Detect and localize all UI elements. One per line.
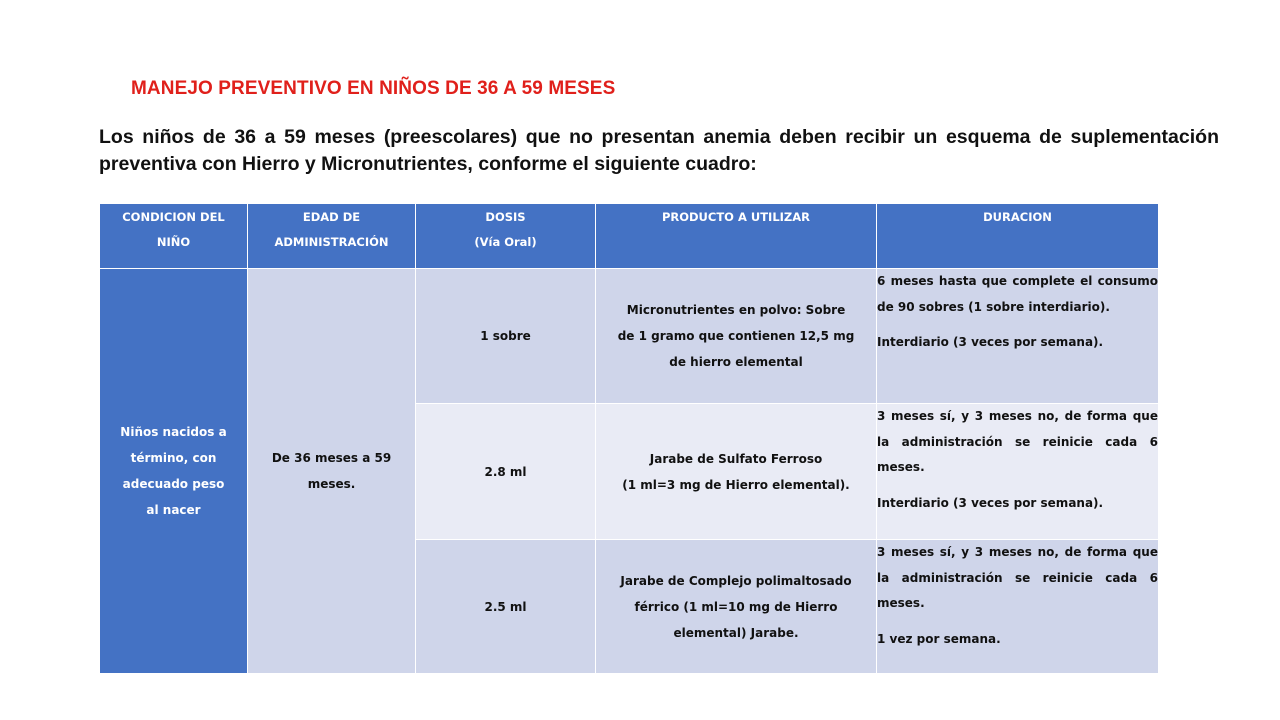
dose-cell: 2.5 ml xyxy=(416,540,596,674)
table-header-row xyxy=(100,204,1159,269)
product-cell: Jarabe de Complejo polimaltosado férrico (1 ml=10 mg de Hierro elemental) Jarabe. xyxy=(596,540,877,674)
duration-cell xyxy=(877,540,1159,674)
condition-cell: Niños nacidos a término, con adecuado peso al nacer xyxy=(100,269,248,674)
age-cell: De 36 meses a 59 meses. xyxy=(248,269,416,674)
duration-cell xyxy=(877,269,1159,404)
frequency-text: Interdiario (3 veces por semana). xyxy=(877,335,1104,349)
header-condition: CONDICION DEL NIÑO xyxy=(100,204,248,269)
header-dose: DOSIS (Vía Oral) xyxy=(416,204,596,269)
duration-text: 3 meses sí, y 3 meses no, de forma que la administración se reinicie cada 6 meses. xyxy=(877,545,1158,610)
intro-paragraph: Los niños de 36 a 59 meses (preescolares) que no presentan anemia deben recibir un esquema de suplementación preventiva con Hierro y Micronutrientes, conforme el siguiente cuadro: xyxy=(99,126,1219,175)
header-product: PRODUCTO A UTILIZAR xyxy=(596,204,877,269)
frequency-text: Interdiario (3 veces por semana). xyxy=(877,495,1104,510)
duration-text: 6 meses hasta que complete el consumo de 90 sobres (1 sobre interdiario). xyxy=(877,274,1158,314)
product-cell: Micronutrientes en polvo: Sobre de 1 gramo que contienen 12,5 mg de hierro elemental xyxy=(596,269,877,404)
slide-title: MANEJO PREVENTIVO EN NIÑOS DE 36 A 59 MESES xyxy=(131,78,616,99)
duration-cell xyxy=(877,404,1159,540)
frequency-text: 1 vez por semana. xyxy=(877,631,1001,646)
duration-text: 3 meses sí, y 3 meses no, de forma que la administración se reinicie cada 6 meses. xyxy=(877,409,1158,474)
header-age: EDAD DE ADMINISTRACIÓN xyxy=(248,204,416,269)
table-row xyxy=(100,269,1159,404)
header-duration: DURACION xyxy=(877,204,1159,269)
dose-cell: 1 sobre xyxy=(416,269,596,404)
supplementation-table xyxy=(99,203,1159,674)
product-cell: Jarabe de Sulfato Ferroso (1 ml=3 mg de Hierro elemental). xyxy=(596,404,877,540)
dose-cell: 2.8 ml xyxy=(416,404,596,540)
